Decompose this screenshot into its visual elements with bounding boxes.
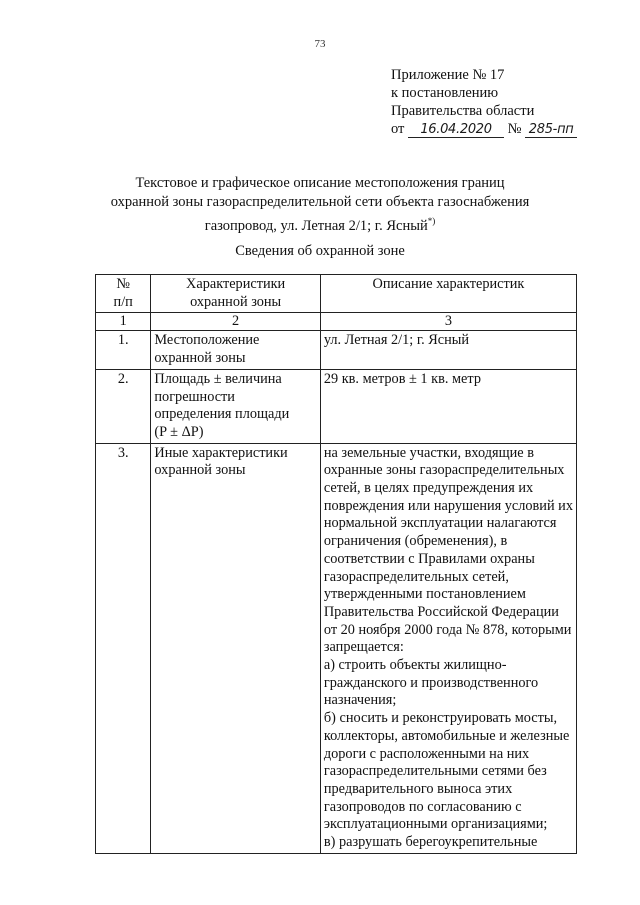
table-row (96, 331, 577, 369)
appendix-line-2: к постановлению (391, 85, 499, 101)
row-description-line: охранные зоны газораспределительных (323, 462, 565, 479)
row-description-line: утвержденными постановлением (323, 586, 526, 603)
row-characteristic (151, 443, 320, 853)
row-description (320, 369, 576, 443)
row-description-line: а) строить объекты жилищно- (323, 657, 507, 674)
row-characteristic (151, 369, 320, 443)
row-description (320, 331, 576, 369)
header-col-description-line: Описание характеристик (372, 276, 525, 292)
table-header-row (96, 275, 577, 313)
section-heading: Сведения об охранной зоне (235, 243, 405, 259)
title-line-3-text: газопровод, ул. Летная 2/1; г. Ясный (204, 217, 428, 234)
table-row (96, 443, 577, 853)
row-characteristic-line: (P ± ΔP) (154, 423, 204, 440)
row-description-line: в) разрушать берегоукрепительные (323, 834, 538, 851)
row-description-line: 29 кв. метров ± 1 кв. метр (323, 370, 481, 387)
appendix-line-1: Приложение № 17 (391, 67, 505, 83)
row-description-line: соответствии с Правилами охраны (323, 550, 535, 567)
row-description-line: на земельные участки, входящие в (323, 444, 534, 461)
footnote-mark: *) (427, 216, 436, 226)
row-description-line: б) сносить и реконструировать мосты, (323, 710, 558, 727)
zone-info-table (95, 274, 577, 854)
header-col-characteristics-line: охранной зоны (190, 293, 282, 310)
row-number: 2. (96, 369, 151, 443)
appendix-date-line (391, 120, 577, 138)
row-description-line: назначения; (323, 692, 397, 709)
header-col-description (320, 275, 576, 313)
header-col-number-line: п/п (113, 293, 133, 310)
row-description-line: ограничения (обременения), в (323, 533, 508, 550)
column-number-row (96, 313, 577, 331)
row-description-line: газораспределительными сетями без (323, 763, 547, 780)
row-description-line: газораспределительных сетей, (323, 568, 509, 585)
header-col-number (96, 275, 151, 313)
row-characteristic-line: определения площади (154, 406, 290, 423)
row-description-line: Правительства Российской Федерации (323, 603, 559, 620)
row-characteristic-line: охранной зоны (154, 350, 246, 367)
column-number: 2 (151, 313, 320, 331)
row-description-line: дороги с расположенными на них (323, 745, 530, 762)
row-description-line: гражданского и производственного (323, 674, 539, 691)
header-col-characteristics-line: Характеристики (186, 276, 286, 292)
title-line-1: Текстовое и графическое описание местоположения границ (135, 175, 505, 191)
row-description-line: сетей, в целях предупреждения их (323, 480, 534, 497)
table-row (96, 369, 577, 443)
title-line-3 (60, 212, 580, 236)
row-description-line: эксплуатационными организациями; (323, 816, 548, 833)
row-description-line: предварительного выноса этих (323, 780, 513, 797)
row-description-line: ул. Летная 2/1; г. Ясный (323, 332, 470, 349)
row-description-line: газопроводов по согласованию с (323, 798, 522, 815)
appendix-line-3: Правительства области (391, 103, 535, 119)
number-label: № (507, 121, 522, 137)
appendix-block (391, 66, 577, 138)
row-characteristic-line: охранной зоны (154, 462, 246, 479)
column-number: 1 (96, 313, 151, 331)
column-number: 3 (320, 313, 576, 331)
header-col-characteristics (151, 275, 320, 313)
row-number: 3. (96, 443, 151, 853)
row-characteristic (151, 331, 320, 369)
handwritten-date: 16.04.2020 (408, 122, 504, 138)
row-number: 1. (96, 331, 151, 369)
row-description-line: от 20 ноября 2000 года № 878, которыми (323, 621, 572, 638)
row-description-line: коллекторы, автомобильные и железные (323, 727, 570, 744)
row-characteristic-line: Местоположение (154, 332, 260, 349)
header-col-number-line: № (116, 276, 131, 292)
row-characteristic-line: Иные характеристики (154, 444, 288, 461)
handwritten-number: 285-пп (525, 122, 577, 138)
row-description-line: запрещается: (323, 639, 404, 656)
document-title (60, 174, 580, 236)
row-description-line: нормальной эксплуатации налагаются (323, 515, 557, 532)
row-description (320, 443, 576, 853)
from-label: от (391, 121, 405, 137)
row-characteristic-line: погрешности (154, 388, 235, 405)
row-characteristic-line: Площадь ± величина (154, 370, 282, 387)
row-description-line: повреждения или нарушения условий их (323, 497, 573, 514)
title-line-2: охранной зоны газораспределительной сети объекта газоснабжения (110, 194, 530, 210)
page-number: 73 (314, 38, 326, 50)
